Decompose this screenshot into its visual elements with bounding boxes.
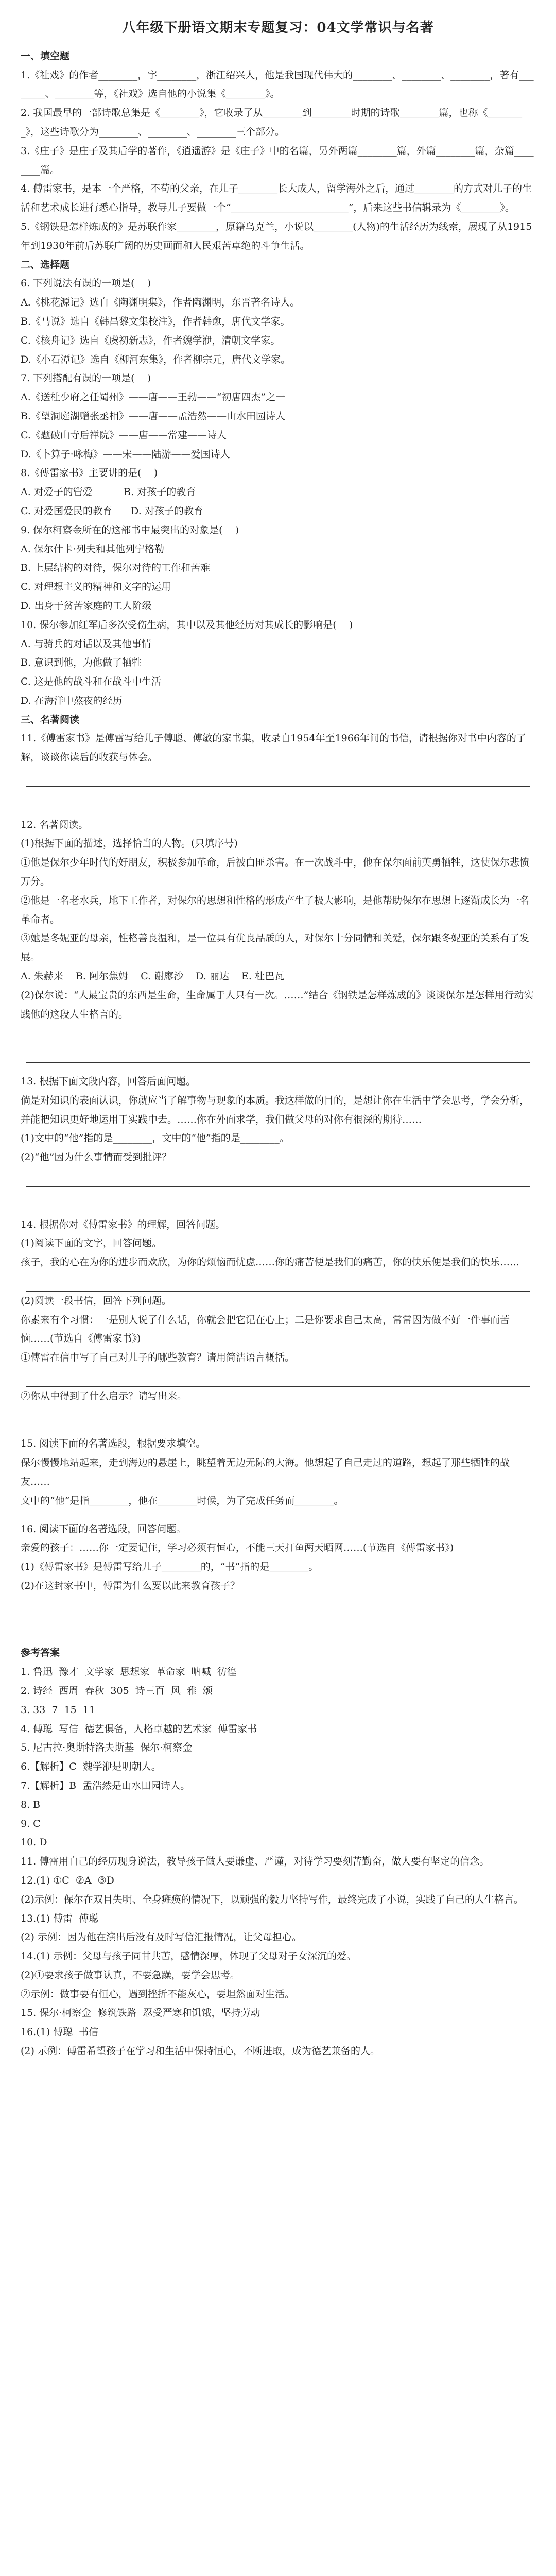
answer-line: 2. 诗经 西周 春秋 305 诗三百 风 雅 颂: [21, 1685, 213, 1697]
question-13-2: (2)“他”因为什么事情而受到批评？: [21, 1151, 172, 1163]
question-14-2b: ②你从中得到了什么启示？请写出来。: [21, 1390, 187, 1402]
question-12-1c: ③她是冬妮亚的母亲，性格善良温和，是一位具有优良品质的人，对保尔十分同情和关爱，保尔跟冬妮亚的关系有了发展。: [21, 933, 530, 963]
question-12-1a: ①他是保尔少年时代的好朋友，积极参加革命，后被白匪杀害。在一次战斗中，他在保尔面前英勇牺牲，这使保尔悲愤万分。: [21, 857, 530, 888]
question-15-passage: 保尔慢慢地站起来，走到海边的悬崖上，眺望着无边无际的大海。他想起了自己走过的道路，想起了那些牺牲的战友……: [21, 1457, 510, 1487]
answer-line: ②示例：做事要有恒心，遇到挫折不能灰心，要坦然面对生活。: [21, 1988, 295, 2000]
answer-blank-line: [26, 1024, 530, 1043]
question-14-1: (1)阅读下面的文字，回答问题。: [21, 1238, 162, 1249]
question-12-1: (1)根据下面的描述，选择恰当的人物。(只填序号): [21, 838, 238, 850]
choice-line: 9. 保尔柯察金所在的这部书中最突出的对象是( ): [21, 524, 239, 536]
question-14-2: (2)阅读一段书信，回答下列问题。: [21, 1295, 171, 1307]
answer-line: 4. 傅聪 写信 德艺俱备，人格卓越的艺术家 傅雷家书: [21, 1723, 257, 1735]
section-heading-reading: 三、名著阅读: [21, 714, 80, 725]
answer-line: 8. B: [21, 1799, 41, 1810]
answer-blank-line: [26, 1367, 530, 1387]
answer-line: 9. C: [21, 1818, 41, 1829]
choice-line: A. 与骑兵的对话以及其他事情: [21, 638, 151, 650]
page-title: 八年级下册语文期末专题复习：04文学常识与名著: [122, 20, 434, 36]
answer-blank-line: [26, 1167, 530, 1187]
answer-blank-line: [26, 787, 530, 806]
question-12-2: (2)保尔说：“人最宝贵的东西是生命，生命属于人只有一次。……”结合《钢铁是怎样炼成的》谈谈保尔是怎样用行动实践他的这段人生格言的。: [21, 989, 534, 1020]
question-14-passage-2: 你素来有个习惯：一是别人说了什么话，你就会把它记在心上；二是你要求自己太高，常常因为做不好一件事而苦恼……(节选自《傅雷家书》): [21, 1314, 510, 1345]
answer-line: (2) 示例：因为他在演出后没有及时写信汇报情况，让父母担心。: [21, 1931, 302, 1943]
choice-line: D. 出身于贫苦家庭的工人阶级: [21, 600, 152, 612]
choice-line: 7. 下列搭配有误的一项是( ): [21, 372, 151, 384]
question-line: 2. 我国最早的一部诗歌总集是《________》，它收录了从________到________时期的诗歌________篇，也称《________》，这些诗歌分为________、________、________三个部分。: [21, 107, 523, 138]
question-11: 11.《傅雷家书》是傅雷写给儿子傅聪、傅敏的家书集，收录自1954年至1966年间的书信，请根据你对书中内容的了解，谈谈你读后的收获与体会。: [21, 733, 526, 764]
answer-line: 3. 33 7 15 11: [21, 1704, 96, 1716]
answer-line: (2)①要求孩子做事认真，不要急躁，要学会思考。: [21, 1969, 240, 1981]
answer-line: 5. 尼古拉·奥斯特洛夫斯基 保尔·柯察金: [21, 1742, 193, 1754]
answer-blank-line: [26, 1272, 530, 1292]
question-16: 16. 阅读下面的名著选段，回答问题。: [21, 1523, 186, 1535]
question-13-1: (1)文中的“他”指的是________，文中的“他”指的是________。: [21, 1132, 289, 1144]
choice-line: 6. 下列说法有误的一项是( ): [21, 278, 151, 290]
answer-line: 10. D: [21, 1837, 47, 1849]
answer-blank-line: [26, 1615, 530, 1635]
question-16-2: (2)在这封家书中，傅雷为什么要以此来教育孩子？: [21, 1580, 240, 1591]
question-line: 4. 傅雷家书，是本一个严格，不苟的父亲，在儿子________长大成人，留学海外之后，通过________的方式对儿子的生活和艺术成长进行悉心指导，教导儿子要做一个“________________________”，后来这些书信辑录为《________》。: [21, 183, 532, 214]
choice-line: 10. 保尔参加红军后多次受伤生病，其中以及其他经历对其成长的影响是( ): [21, 619, 353, 631]
question-16-1: (1)《傅雷家书》是傅雷写给儿子________的，“书”指的是________。: [21, 1561, 319, 1573]
choice-line: A.《送杜少府之任蜀州》——唐——王勃——“初唐四杰”之一: [21, 392, 286, 403]
answer-blank-line: [26, 1406, 530, 1426]
choice-line: D.《小石潭记》选自《柳河东集》，作者柳宗元，唐代文学家。: [21, 353, 291, 365]
question-line: 1.《社戏》的作者________，字________，浙江绍兴人，他是我国现代伟大的________、________、________，著有________、________等，《社戏》选自他的小说集《________》。: [21, 69, 534, 100]
answer-line: (2)示例：保尔在双目失明、全身瘫痪的情况下，以顽强的毅力坚持写作，最终完成了小说，实践了自己的人生格言。: [21, 1893, 524, 1905]
question-line: 3.《庄子》是庄子及其后学的著作，《逍遥游》是《庄子》中的名篇，另外两篇________篇，外篇________篇，杂篇________篇。: [21, 145, 534, 176]
answer-line: 1. 鲁迅 豫才 文学家 思想家 革命家 呐喊 彷徨: [21, 1666, 237, 1678]
question-15: 15. 阅读下面的名著选段，根据要求填空。: [21, 1438, 206, 1450]
choice-line: A. 对爱子的管爱 B. 对孩子的教育: [21, 486, 196, 498]
question-line: 5.《钢铁是怎样炼成的》是苏联作家________，原籍乌克兰，小说以________(人物)的生活经历为线索，展现了从1915年到1930年前后苏联广阔的历史画面和人民艰苦卓绝的斗争生活。: [21, 221, 532, 251]
answer-line: 6.【解析】C 魏学洢是明朝人。: [21, 1761, 161, 1773]
choice-line: C.《题破山寺后禅院》——唐——常建——诗人: [21, 429, 227, 441]
answer-line: 14.(1) 示例：父母与孩子同甘共苦，感情深厚，体现了父母对子女深沉的爱。: [21, 1951, 357, 1962]
answer-line: 13.(1) 傅雷 傅聪: [21, 1912, 99, 1924]
question-16-passage: 亲爱的孩子：……你一定要记住，学习必须有恒心，不能三天打鱼两天晒网……(节选自《傅雷家书》): [21, 1542, 454, 1554]
answer-line: 15. 保尔·柯察金 修筑铁路 忍受严寒和饥饿，坚持劳动: [21, 2007, 260, 2019]
answer-line: 7.【解析】B 孟浩然是山水田园诗人。: [21, 1780, 190, 1791]
answer-line: 12.(1) ①C ②A ③D: [21, 1874, 114, 1886]
choice-line: 8.《傅雷家书》主要讲的是( ): [21, 467, 158, 479]
answer-line: 11. 傅雷用自己的经历现身说法，教导孩子做人要谦虚、严谨，对待学习要刻苦勤奋，做人要有坚定的信念。: [21, 1856, 490, 1868]
question-12: 12. 名著阅读。: [21, 819, 89, 831]
answers-heading: 参考答案: [21, 1647, 60, 1659]
choice-line: B.《望洞庭湖赠张丞相》——唐——孟浩然——山水田园诗人: [21, 410, 286, 422]
question-12-options: A. 朱赫来 B. 阿尔焦姆 C. 谢廖沙 D. 丽达 E. 杜巴瓦: [21, 971, 284, 982]
answer-blank-line: [26, 1187, 530, 1206]
choice-line: C.《核舟记》选自《虞初新志》，作者魏学洢，清朝文学家。: [21, 334, 281, 346]
question-13: 13. 根据下面文段内容，回答后面问题。: [21, 1076, 196, 1088]
answer-line: (2) 示例：傅雷希望孩子在学习和生活中保持恒心，不断进取，成为德艺兼备的人。: [21, 2045, 380, 2057]
choice-line: C. 对理想主义的精神和文字的运用: [21, 581, 171, 593]
question-15-1: 文中的“他”是指________，他在________时候，为了完成任务而________。: [21, 1495, 344, 1506]
answer-line: 16.(1) 傅聪 书信: [21, 2026, 99, 2038]
answer-blank-line: [26, 1043, 530, 1063]
section-heading-choice: 二、选择题: [21, 259, 70, 270]
question-14: 14. 根据你对《傅雷家书》的理解，回答问题。: [21, 1218, 225, 1230]
choice-line: D. 在海洋中熬夜的经历: [21, 694, 123, 706]
choice-line: B.《马说》选自《韩昌黎文集校注》，作者韩愈，唐代文学家。: [21, 315, 290, 327]
choice-line: A. 保尔什卡·列夫和其他列宁格勒: [21, 543, 164, 555]
section-heading-fill: 一、填空题: [21, 50, 70, 62]
question-14-2a: ①傅雷在信中写了自己对儿子的哪些教育？请用简洁语言概括。: [21, 1352, 295, 1364]
choice-line: D.《卜算子·咏梅》——宋——陆游——爱国诗人: [21, 448, 230, 460]
choice-line: C. 对爱国爱民的教育 D. 对孩子的教育: [21, 505, 203, 517]
question-12-1b: ②他是一名老水兵，地下工作者，对保尔的思想和性格的形成产生了极大影响，是他帮助保尔在思想上逐渐成长为一名革命者。: [21, 894, 530, 925]
choice-line: C. 这是他的战斗和在战斗中生活: [21, 676, 161, 688]
choice-line: B. 上层结构的对待，保尔对待的工作和苦难: [21, 562, 211, 574]
answer-blank-line: [26, 767, 530, 787]
choice-line: B. 意识到他，为他做了牺牲: [21, 657, 142, 669]
question-13-passage: 倘是对知识的表面认识，你就应当了解事物与现象的本质。我这样做的目的，是想让你在生活中学会思考，学会分析，并能把知识更好地运用于实践中去。……你在外面求学，我们做父母的对你有很深的期待……: [21, 1094, 530, 1125]
choice-line: A.《桃花源记》选自《陶渊明集》，作者陶渊明，东晋著名诗人。: [21, 297, 300, 309]
answer-blank-line: [26, 1596, 530, 1615]
question-14-passage: 孩子，我的心在为你的进步而欢欣，为你的烦恼而忧虑……你的痛苦便是我们的痛苦，你的快乐便是我们的快乐……: [21, 1257, 520, 1268]
